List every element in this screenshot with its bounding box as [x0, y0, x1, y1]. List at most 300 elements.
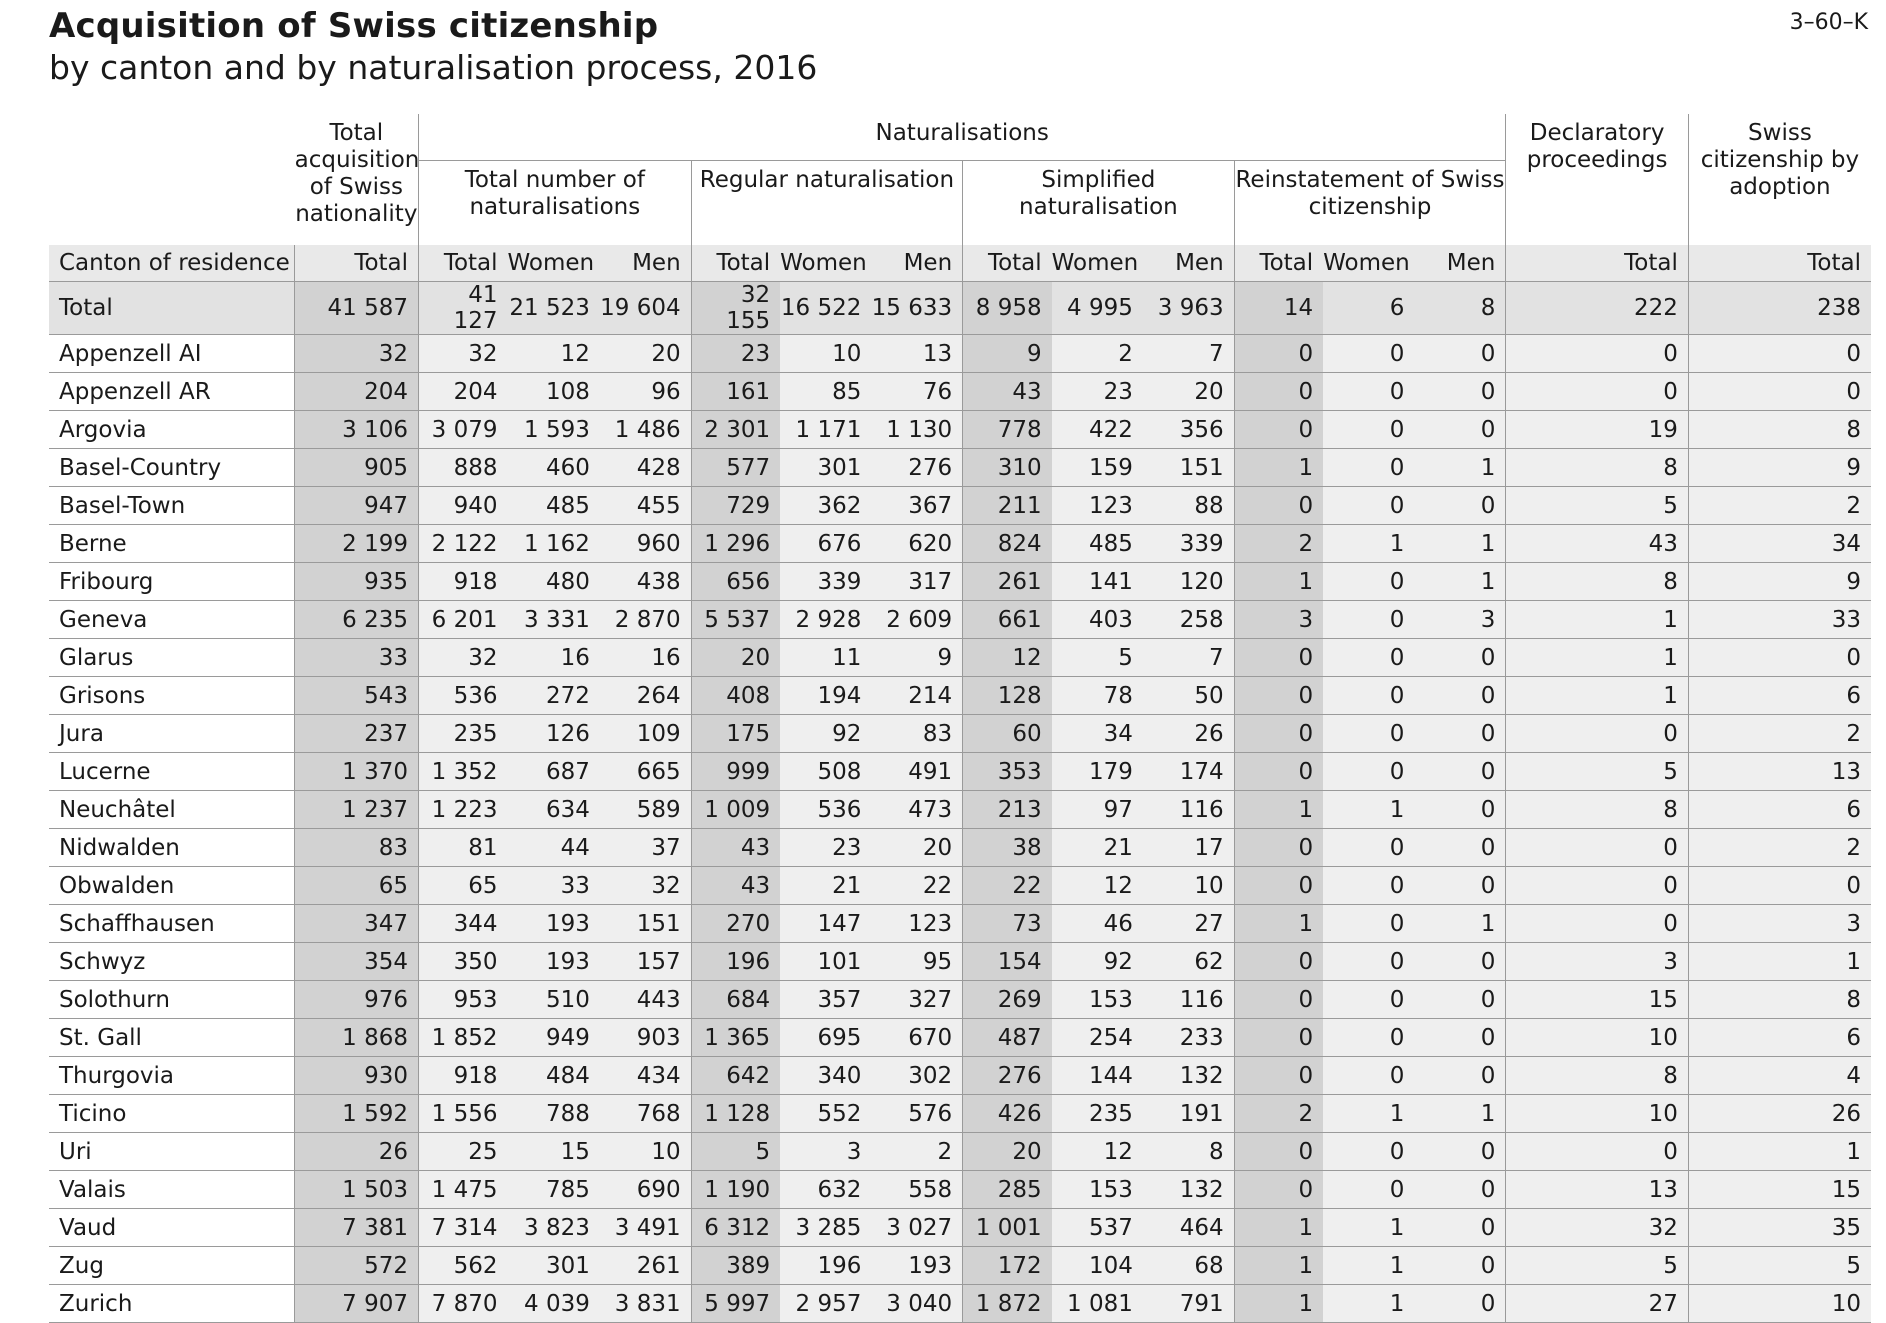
value-cell: 83 — [295, 829, 419, 867]
value-cell: 44 — [508, 829, 600, 867]
value-cell: 7 907 — [295, 1285, 419, 1323]
value-cell: 485 — [1052, 525, 1143, 563]
value-cell: 0 — [1414, 1171, 1505, 1209]
value-cell: 20 — [963, 1133, 1052, 1171]
value-cell: 485 — [508, 487, 600, 525]
value-cell: 947 — [295, 487, 419, 525]
value-cell: 1 009 — [691, 791, 780, 829]
value-cell: 34 — [1052, 715, 1143, 753]
value-cell: 15 — [1688, 1171, 1871, 1209]
value-cell: 0 — [1234, 487, 1323, 525]
value-cell: 3 079 — [419, 411, 508, 449]
value-cell: 5 — [1688, 1247, 1871, 1285]
value-cell: 484 — [508, 1057, 600, 1095]
value-cell: 695 — [780, 1019, 871, 1057]
value-cell: 0 — [1414, 639, 1505, 677]
value-cell: 15 — [1506, 981, 1689, 1019]
value-cell: 1 — [1323, 525, 1414, 563]
value-cell: 41 127 — [419, 282, 508, 335]
header-naturalisations: Naturalisations — [419, 114, 1506, 161]
value-cell: 460 — [508, 449, 600, 487]
value-cell: 10 — [1688, 1285, 1871, 1323]
value-cell: 3 — [1414, 601, 1505, 639]
value-cell: 3 — [1234, 601, 1323, 639]
value-cell: 120 — [1143, 563, 1234, 601]
subheader-cell: Total — [1234, 245, 1323, 282]
canton-name: Appenzell AI — [49, 335, 295, 373]
value-cell: 276 — [963, 1057, 1052, 1095]
value-cell: 0 — [1414, 981, 1505, 1019]
value-cell: 9 — [1688, 563, 1871, 601]
value-cell: 20 — [871, 829, 962, 867]
value-cell: 12 — [1052, 1133, 1143, 1171]
value-cell: 95 — [871, 943, 962, 981]
value-cell: 25 — [419, 1133, 508, 1171]
value-cell: 1 — [1323, 1209, 1414, 1247]
value-cell: 665 — [600, 753, 691, 791]
value-cell: 1 475 — [419, 1171, 508, 1209]
value-cell: 0 — [1688, 867, 1871, 905]
value-cell: 3 — [1688, 905, 1871, 943]
canton-name: Appenzell AR — [49, 373, 295, 411]
value-cell: 543 — [295, 677, 419, 715]
value-cell: 104 — [1052, 1247, 1143, 1285]
value-cell: 0 — [1414, 487, 1505, 525]
value-cell: 354 — [295, 943, 419, 981]
value-cell: 10 — [1506, 1019, 1689, 1057]
table-body — [49, 282, 1871, 1323]
header-total-naturalisations: Total number of naturalisations — [419, 161, 692, 246]
value-cell: 147 — [780, 905, 871, 943]
value-cell: 0 — [1414, 373, 1505, 411]
value-cell: 128 — [963, 677, 1052, 715]
value-cell: 20 — [691, 639, 780, 677]
value-cell: 15 — [508, 1133, 600, 1171]
value-cell: 0 — [1323, 867, 1414, 905]
value-cell: 301 — [780, 449, 871, 487]
value-cell: 4 — [1688, 1057, 1871, 1095]
total-row — [49, 282, 1871, 335]
value-cell: 0 — [1688, 373, 1871, 411]
value-cell: 6 — [1688, 677, 1871, 715]
value-cell: 362 — [780, 487, 871, 525]
value-cell: 276 — [871, 449, 962, 487]
value-cell: 0 — [1234, 867, 1323, 905]
value-cell: 1 — [1414, 525, 1505, 563]
table-row — [49, 1247, 1871, 1285]
value-cell: 0 — [1506, 867, 1689, 905]
value-cell: 491 — [871, 753, 962, 791]
value-cell: 43 — [691, 867, 780, 905]
value-cell: 261 — [963, 563, 1052, 601]
value-cell: 92 — [1052, 943, 1143, 981]
value-cell: 8 — [1143, 1133, 1234, 1171]
value-cell: 0 — [1234, 1057, 1323, 1095]
value-cell: 558 — [871, 1171, 962, 1209]
value-cell: 15 633 — [871, 282, 962, 335]
value-cell: 7 381 — [295, 1209, 419, 1247]
value-cell: 7 314 — [419, 1209, 508, 1247]
value-cell: 21 523 — [508, 282, 600, 335]
value-cell: 13 — [871, 335, 962, 373]
value-cell: 62 — [1143, 943, 1234, 981]
value-cell: 510 — [508, 981, 600, 1019]
value-cell: 2 199 — [295, 525, 419, 563]
canton-name: Ticino — [49, 1095, 295, 1133]
subheader-cell: Women — [508, 245, 600, 282]
value-cell: 620 — [871, 525, 962, 563]
value-cell: 6 201 — [419, 601, 508, 639]
subheader-row — [49, 245, 1871, 282]
table-row — [49, 1285, 1871, 1323]
value-cell: 0 — [1414, 1019, 1505, 1057]
value-cell: 108 — [508, 373, 600, 411]
value-cell: 1 — [1323, 1095, 1414, 1133]
canton-name: Thurgovia — [49, 1057, 295, 1095]
value-cell: 0 — [1688, 335, 1871, 373]
value-cell: 7 870 — [419, 1285, 508, 1323]
value-cell: 43 — [963, 373, 1052, 411]
value-cell: 339 — [780, 563, 871, 601]
value-cell: 258 — [1143, 601, 1234, 639]
canton-name: Jura — [49, 715, 295, 753]
value-cell: 172 — [963, 1247, 1052, 1285]
value-cell: 0 — [1323, 601, 1414, 639]
value-cell: 949 — [508, 1019, 600, 1057]
table-row — [49, 1057, 1871, 1095]
value-cell: 23 — [691, 335, 780, 373]
value-cell: 196 — [780, 1247, 871, 1285]
value-cell: 123 — [1052, 487, 1143, 525]
value-cell: 235 — [419, 715, 508, 753]
value-cell: 60 — [963, 715, 1052, 753]
value-cell: 0 — [1234, 335, 1323, 373]
value-cell: 0 — [1234, 943, 1323, 981]
value-cell: 8 — [1414, 282, 1505, 335]
value-cell: 0 — [1323, 563, 1414, 601]
value-cell: 953 — [419, 981, 508, 1019]
canton-name: Zug — [49, 1247, 295, 1285]
value-cell: 3 285 — [780, 1209, 871, 1247]
value-cell: 179 — [1052, 753, 1143, 791]
value-cell: 17 — [1143, 829, 1234, 867]
value-cell: 8 — [1506, 1057, 1689, 1095]
value-cell: 270 — [691, 905, 780, 943]
value-cell: 174 — [1143, 753, 1234, 791]
value-cell: 11 — [780, 639, 871, 677]
value-cell: 0 — [1323, 1133, 1414, 1171]
value-cell: 0 — [1323, 1171, 1414, 1209]
value-cell: 38 — [963, 829, 1052, 867]
value-cell: 9 — [963, 335, 1052, 373]
subheader-cell: Total — [691, 245, 780, 282]
value-cell: 22 — [963, 867, 1052, 905]
canton-name: Argovia — [49, 411, 295, 449]
value-cell: 434 — [600, 1057, 691, 1095]
value-cell: 76 — [871, 373, 962, 411]
value-cell: 12 — [1052, 867, 1143, 905]
subheader-cell: Men — [1143, 245, 1234, 282]
value-cell: 132 — [1143, 1057, 1234, 1095]
value-cell: 191 — [1143, 1095, 1234, 1133]
value-cell: 3 027 — [871, 1209, 962, 1247]
value-cell: 6 — [1323, 282, 1414, 335]
value-cell: 153 — [1052, 1171, 1143, 1209]
value-cell: 443 — [600, 981, 691, 1019]
value-cell: 1 872 — [963, 1285, 1052, 1323]
value-cell: 562 — [419, 1247, 508, 1285]
value-cell: 0 — [1414, 1057, 1505, 1095]
value-cell: 151 — [600, 905, 691, 943]
value-cell: 1 852 — [419, 1019, 508, 1057]
value-cell: 0 — [1323, 981, 1414, 1019]
value-cell: 0 — [1506, 335, 1689, 373]
value-cell: 154 — [963, 943, 1052, 981]
value-cell: 2 928 — [780, 601, 871, 639]
value-cell: 1 868 — [295, 1019, 419, 1057]
value-cell: 1 — [1234, 449, 1323, 487]
value-cell: 353 — [963, 753, 1052, 791]
canton-name: Geneva — [49, 601, 295, 639]
value-cell: 0 — [1234, 1171, 1323, 1209]
value-cell: 2 — [1234, 1095, 1323, 1133]
subheader-cell: Women — [1052, 245, 1143, 282]
value-cell: 37 — [600, 829, 691, 867]
value-cell: 233 — [1143, 1019, 1234, 1057]
value-cell: 0 — [1323, 753, 1414, 791]
value-cell: 356 — [1143, 411, 1234, 449]
value-cell: 676 — [780, 525, 871, 563]
value-cell: 0 — [1234, 639, 1323, 677]
canton-name: Basel-Town — [49, 487, 295, 525]
value-cell: 2 — [1688, 715, 1871, 753]
value-cell: 204 — [295, 373, 419, 411]
value-cell: 670 — [871, 1019, 962, 1057]
value-cell: 661 — [963, 601, 1052, 639]
value-cell: 1 — [1506, 639, 1689, 677]
value-cell: 73 — [963, 905, 1052, 943]
value-cell: 254 — [1052, 1019, 1143, 1057]
table-row — [49, 335, 1871, 373]
value-cell: 791 — [1143, 1285, 1234, 1323]
value-cell: 10 — [1506, 1095, 1689, 1133]
value-cell: 487 — [963, 1019, 1052, 1057]
value-cell: 0 — [1234, 829, 1323, 867]
value-cell: 193 — [508, 905, 600, 943]
value-cell: 21 — [1052, 829, 1143, 867]
value-cell: 19 604 — [600, 282, 691, 335]
value-cell: 1 081 — [1052, 1285, 1143, 1323]
value-cell: 0 — [1323, 487, 1414, 525]
value-cell: 0 — [1323, 715, 1414, 753]
value-cell: 1 556 — [419, 1095, 508, 1133]
citizenship-table — [49, 114, 1871, 1323]
value-cell: 8 — [1688, 411, 1871, 449]
value-cell: 35 — [1688, 1209, 1871, 1247]
canton-name: Lucerne — [49, 753, 295, 791]
value-cell: 0 — [1234, 373, 1323, 411]
table-row — [49, 449, 1871, 487]
value-cell: 572 — [295, 1247, 419, 1285]
value-cell: 1 — [1323, 791, 1414, 829]
value-cell: 422 — [1052, 411, 1143, 449]
value-cell: 0 — [1414, 335, 1505, 373]
value-cell: 576 — [871, 1095, 962, 1133]
value-cell: 27 — [1143, 905, 1234, 943]
value-cell: 159 — [1052, 449, 1143, 487]
value-cell: 918 — [419, 563, 508, 601]
value-cell: 264 — [600, 677, 691, 715]
value-cell: 428 — [600, 449, 691, 487]
value-cell: 12 — [963, 639, 1052, 677]
value-cell: 101 — [780, 943, 871, 981]
value-cell: 0 — [1506, 715, 1689, 753]
value-cell: 2 122 — [419, 525, 508, 563]
value-cell: 235 — [1052, 1095, 1143, 1133]
value-cell: 3 831 — [600, 1285, 691, 1323]
value-cell: 0 — [1414, 1209, 1505, 1247]
value-cell: 1 593 — [508, 411, 600, 449]
value-cell: 0 — [1506, 905, 1689, 943]
table-row — [49, 981, 1871, 1019]
table-row — [49, 867, 1871, 905]
value-cell: 1 162 — [508, 525, 600, 563]
value-cell: 50 — [1143, 677, 1234, 715]
value-cell: 272 — [508, 677, 600, 715]
value-cell: 536 — [419, 677, 508, 715]
value-cell: 778 — [963, 411, 1052, 449]
value-cell: 116 — [1143, 981, 1234, 1019]
value-cell: 92 — [780, 715, 871, 753]
table-row — [49, 525, 1871, 563]
value-cell: 144 — [1052, 1057, 1143, 1095]
value-cell: 1 — [1506, 601, 1689, 639]
value-cell: 0 — [1323, 905, 1414, 943]
value-cell: 33 — [1688, 601, 1871, 639]
value-cell: 2 — [1688, 829, 1871, 867]
value-cell: 1 237 — [295, 791, 419, 829]
value-cell: 3 491 — [600, 1209, 691, 1247]
value-cell: 589 — [600, 791, 691, 829]
value-cell: 153 — [1052, 981, 1143, 1019]
value-cell: 1 296 — [691, 525, 780, 563]
value-cell: 0 — [1234, 411, 1323, 449]
value-cell: 16 522 — [780, 282, 871, 335]
header-simplified: Simplified naturalisation — [963, 161, 1235, 246]
value-cell: 976 — [295, 981, 419, 1019]
value-cell: 65 — [419, 867, 508, 905]
page-subtitle: by canton and by naturalisation process, 2016 — [49, 48, 818, 87]
value-cell: 1 486 — [600, 411, 691, 449]
value-cell: 5 — [1506, 753, 1689, 791]
value-cell: 642 — [691, 1057, 780, 1095]
value-cell: 97 — [1052, 791, 1143, 829]
table-row — [49, 601, 1871, 639]
value-cell: 0 — [1414, 753, 1505, 791]
value-cell: 261 — [600, 1247, 691, 1285]
value-cell: 1 190 — [691, 1171, 780, 1209]
value-cell: 6 — [1688, 1019, 1871, 1057]
table-row — [49, 487, 1871, 525]
value-cell: 3 — [780, 1133, 871, 1171]
value-cell: 684 — [691, 981, 780, 1019]
value-cell: 940 — [419, 487, 508, 525]
value-cell: 8 958 — [963, 282, 1052, 335]
value-cell: 116 — [1143, 791, 1234, 829]
value-cell: 473 — [871, 791, 962, 829]
value-cell: 33 — [295, 639, 419, 677]
value-cell: 20 — [600, 335, 691, 373]
value-cell: 357 — [780, 981, 871, 1019]
table-row — [49, 943, 1871, 981]
table-row — [49, 639, 1871, 677]
value-cell: 480 — [508, 563, 600, 601]
value-cell: 23 — [1052, 373, 1143, 411]
value-cell: 634 — [508, 791, 600, 829]
value-cell: 78 — [1052, 677, 1143, 715]
value-cell: 4 995 — [1052, 282, 1143, 335]
value-cell: 157 — [600, 943, 691, 981]
value-cell: 34 — [1688, 525, 1871, 563]
value-cell: 7 — [1143, 335, 1234, 373]
value-cell: 68 — [1143, 1247, 1234, 1285]
value-cell: 22 — [871, 867, 962, 905]
value-cell: 508 — [780, 753, 871, 791]
value-cell: 8 — [1506, 449, 1689, 487]
value-cell: 6 312 — [691, 1209, 780, 1247]
value-cell: 196 — [691, 943, 780, 981]
value-cell: 238 — [1688, 282, 1871, 335]
value-cell: 161 — [691, 373, 780, 411]
value-cell: 0 — [1323, 411, 1414, 449]
header-canton: Canton of residence — [49, 245, 295, 282]
value-cell: 935 — [295, 563, 419, 601]
value-cell: 32 — [419, 335, 508, 373]
value-cell: 888 — [419, 449, 508, 487]
header-reinstatement: Reinstatement of Swiss citizenship — [1234, 161, 1506, 246]
canton-name: Fribourg — [49, 563, 295, 601]
canton-name: Neuchâtel — [49, 791, 295, 829]
value-cell: 193 — [871, 1247, 962, 1285]
value-cell: 5 — [1506, 487, 1689, 525]
value-cell: 2 — [1052, 335, 1143, 373]
table-row — [49, 791, 1871, 829]
value-cell: 464 — [1143, 1209, 1234, 1247]
value-cell: 301 — [508, 1247, 600, 1285]
value-cell: 1 — [1414, 449, 1505, 487]
value-cell: 1 — [1323, 1247, 1414, 1285]
value-cell: 1 503 — [295, 1171, 419, 1209]
value-cell: 426 — [963, 1095, 1052, 1133]
table-row — [49, 905, 1871, 943]
subheader-cell: Total — [419, 245, 508, 282]
value-cell: 9 — [1688, 449, 1871, 487]
value-cell: 123 — [871, 905, 962, 943]
value-cell: 2 — [1234, 525, 1323, 563]
canton-name: Vaud — [49, 1209, 295, 1247]
value-cell: 126 — [508, 715, 600, 753]
value-cell: 211 — [963, 487, 1052, 525]
value-cell: 7 — [1143, 639, 1234, 677]
value-cell: 27 — [1506, 1285, 1689, 1323]
value-cell: 302 — [871, 1057, 962, 1095]
value-cell: 347 — [295, 905, 419, 943]
value-cell: 8 — [1506, 791, 1689, 829]
value-cell: 16 — [600, 639, 691, 677]
value-cell: 1 592 — [295, 1095, 419, 1133]
table-row — [49, 1133, 1871, 1171]
value-cell: 8 — [1688, 981, 1871, 1019]
